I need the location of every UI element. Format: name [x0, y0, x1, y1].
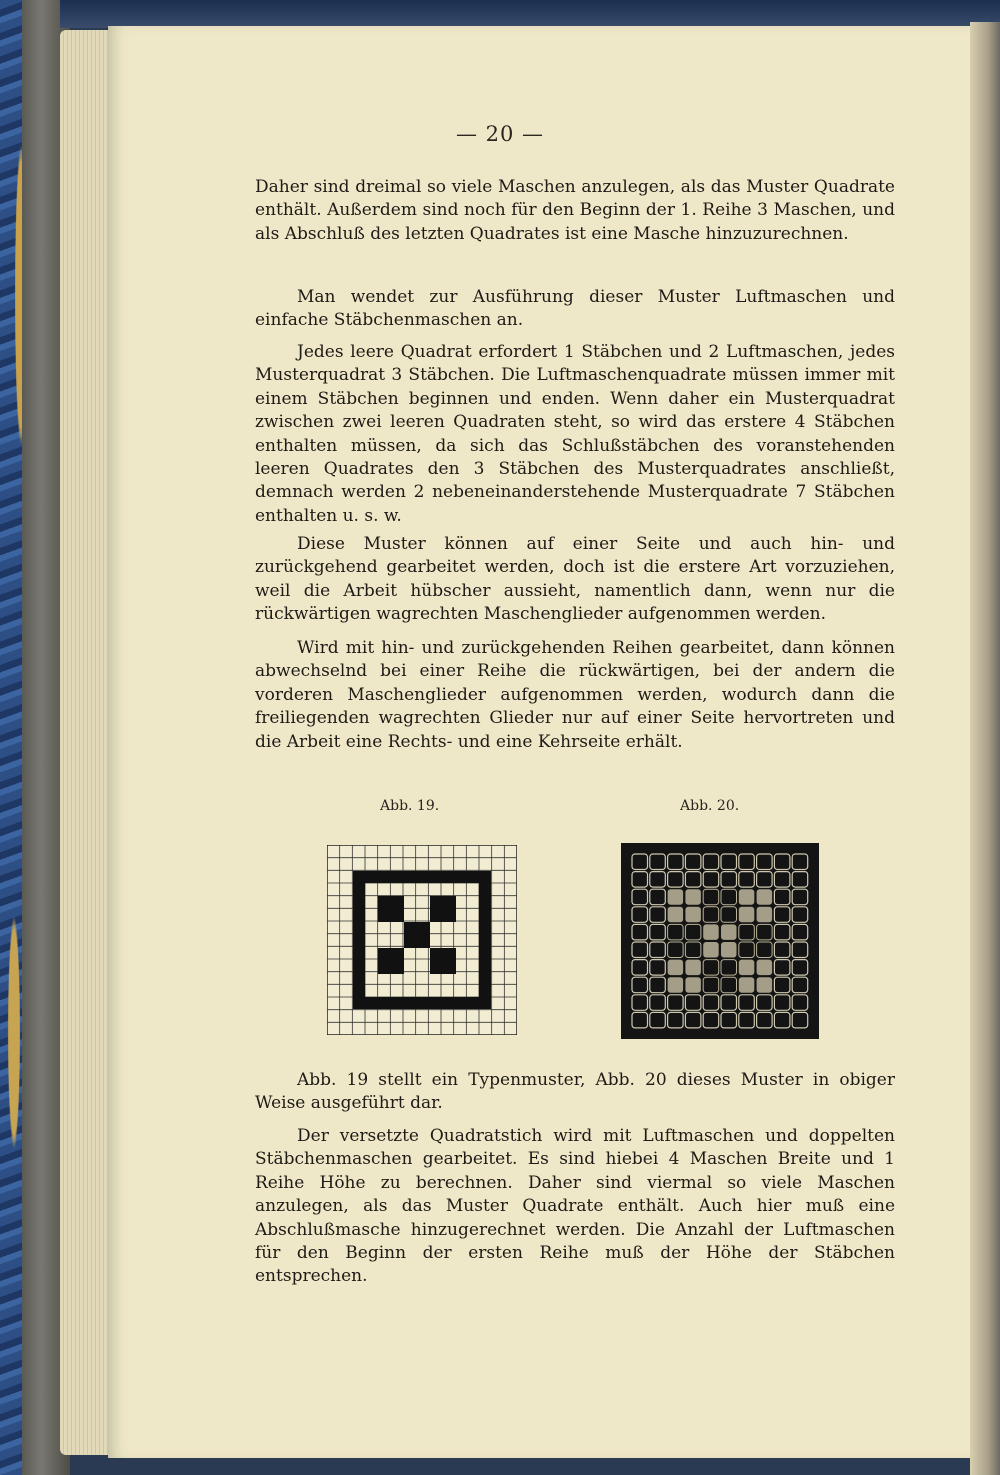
- page-number: — 20 —: [455, 122, 545, 146]
- figure-19-grid-pattern: [327, 845, 517, 1035]
- paragraph-6: Abb. 19 stellt ein Typenmuster, Abb. 20 dieses Muster in obiger Weise ausgeführt dar.: [255, 1070, 895, 1114]
- paragraph-5: Wird mit hin- und zurückgehenden Reihen gearbeitet, dann können abwechselnd bei einer Reihe die rückwärtigen, bei der andern die vorderen Maschenglieder aufgenommen werden, wodurch dann die freiliegenden wagrechten Glieder nur auf einer Seite hervortreten und die Arbeit eine Rechts- und eine Kehrseite erhält.: [255, 638, 895, 752]
- paragraph-7: Der versetzte Quadratstich wird mit Luftmaschen und doppelten Stäbchenmaschen gearbeitet. Es sind hiebei 4 Maschen Breite und 1 Reihe Höhe zu berechnen. Daher sind viermal so viele Maschen anzulegen, als das Muster Quadrate enthält. Auch hier muß eine Abschlußmasche hinzugerechnet werden. Die Anzahl der Luftmaschen für den Beginn der ersten Reihe muß der Höhe der Stäbchen entsprechen.: [255, 1126, 895, 1287]
- figure-20-caption: Abb. 20.: [680, 798, 740, 814]
- paragraph-4: Diese Muster können auf einer Seite und auch hin- und zurückgehend gearbeitet werden, doch ist die erstere Art vorzuziehen, weil die Arbeit hübscher aussieht, namentlich dann, wenn nur die rückwärtigen wagrechten Maschenglieder aufgenommen werden.: [255, 534, 895, 625]
- figure-20-crochet-sample: [621, 843, 819, 1039]
- top-background: [60, 0, 1000, 28]
- paragraph-2: Man wendet zur Ausführung dieser Muster Luftmaschen und einfache Stäbchenmaschen an.: [255, 287, 895, 331]
- paragraph-3: Jedes leere Quadrat erfordert 1 Stäbchen und 2 Luftmaschen, jedes Musterquadrat 3 Stäbchen. Die Luftmaschenquadrate müssen immer mit einem Stäbchen beginnen und enden. Wenn daher ein Musterquadrat zwischen zwei leeren Quadraten steht, so wird das erstere 4 Stäbchen enthalten müssen, da sich das Schlußstäbchen des voranstehenden leeren Quadrates den 3 Stäbchen des Musterquadrates anschließt, demnach werden 2 nebeneinanderstehende Musterquadrate 7 Stäbchen enthalten u. s. w.: [255, 342, 895, 526]
- figure-19-caption: Abb. 19.: [380, 798, 440, 814]
- paragraph-1: Daher sind dreimal so viele Maschen anzulegen, als das Muster Quadrate enthält. Außerdem sind noch für den Beginn der 1. Reihe 3 Maschen, und als Abschluß des letzten Quadrates ist eine Masche hinzuzurechnen.: [255, 177, 895, 244]
- right-page-edge: [970, 22, 1000, 1475]
